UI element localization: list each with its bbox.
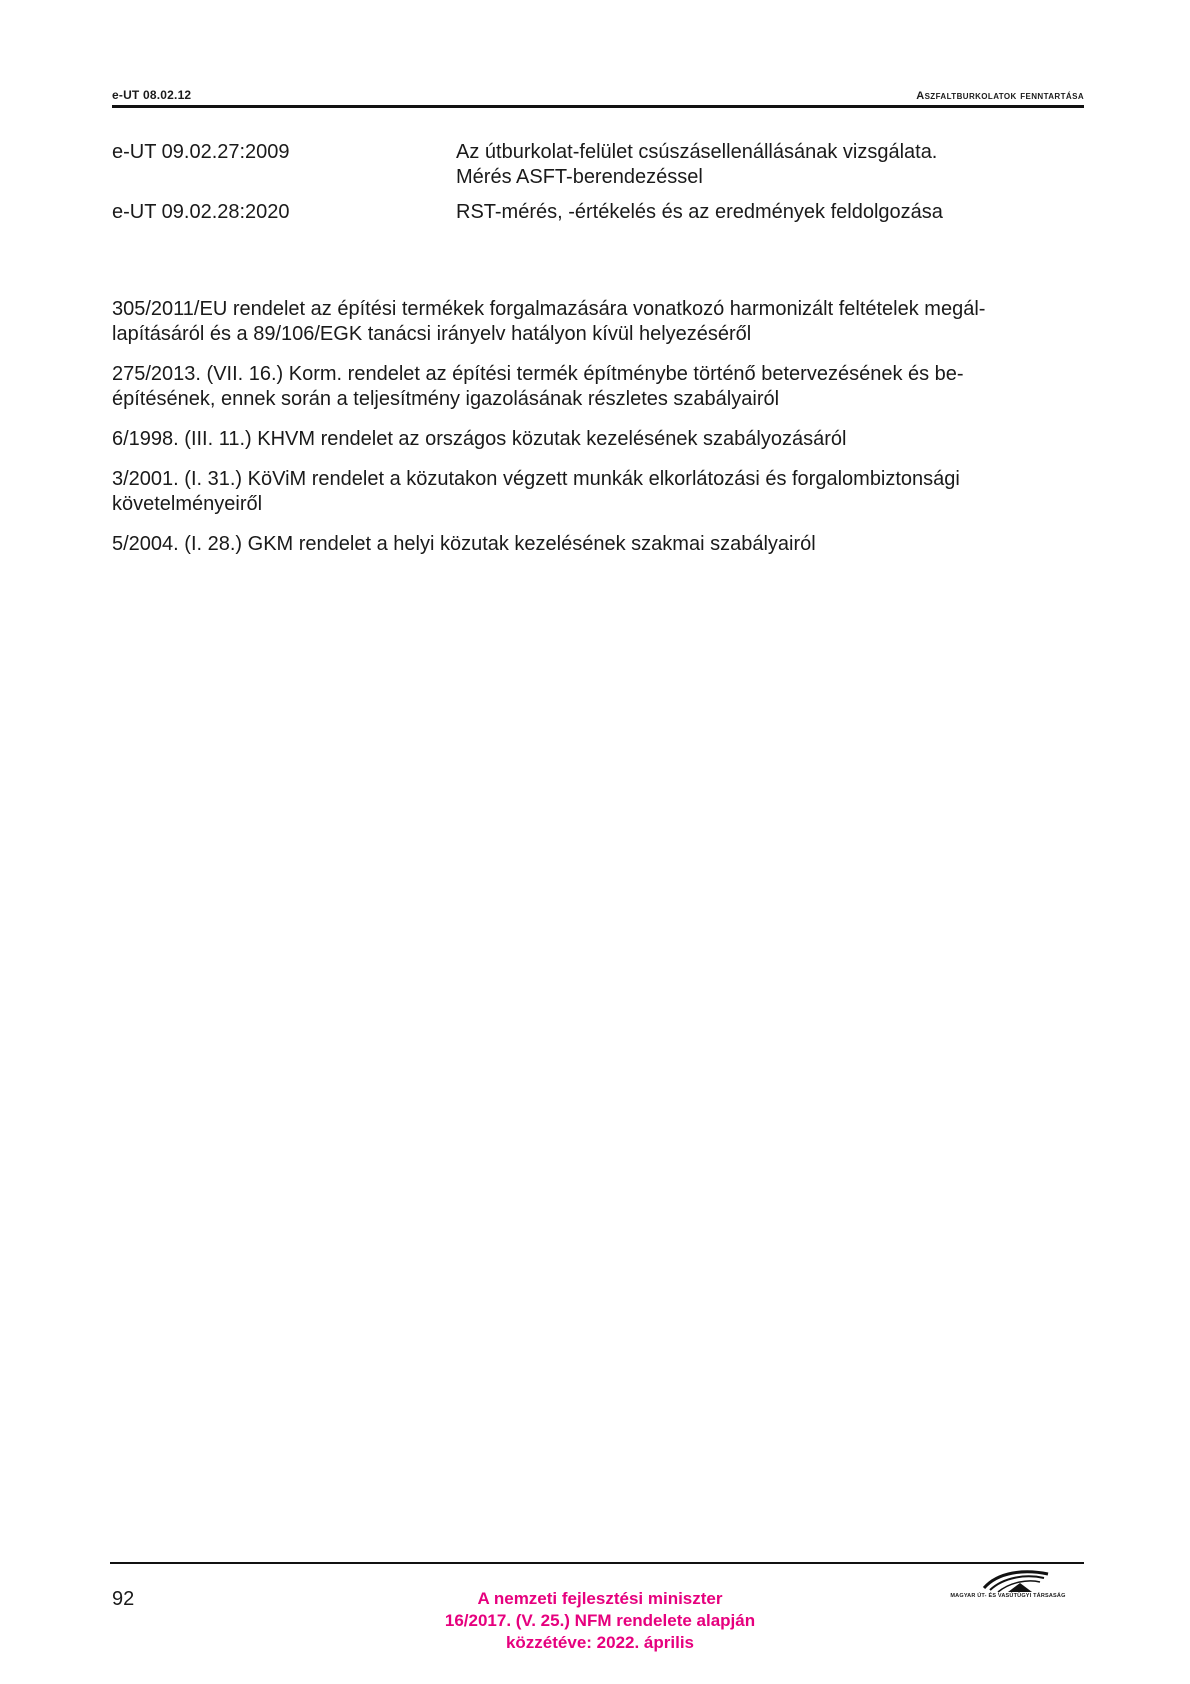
regulation-line: 6/1998. (III. 11.) KHVM rendelet az országos közutak kezelésének szabályozásáról (112, 428, 847, 450)
standard-description-line: Az útburkolat-felület csúszásellenállásának vizsgálata. (456, 141, 938, 163)
standards-list (112, 140, 1084, 235)
regulation-item (112, 427, 1084, 452)
logo-emblem-icon (932, 1566, 1084, 1594)
standard-description (456, 200, 1084, 225)
document-title: Aszfaltburkolatok fenntartása (916, 90, 1084, 102)
regulation-item (112, 297, 1084, 347)
publication-notice (380, 1588, 820, 1654)
standard-row (112, 200, 1084, 225)
regulations-list (112, 297, 1084, 572)
regulation-item (112, 362, 1084, 412)
regulation-line: 305/2011/EU rendelet az építési termékek forgalmazására vonatkozó harmonizált feltételek megál- (112, 298, 986, 320)
standard-description-line: Mérés ASFT-berendezéssel (456, 166, 703, 188)
regulation-line: követelményeiről (112, 493, 263, 515)
standard-description-line: RST-mérés, -értékelés és az eredmények feldolgozása (456, 201, 943, 223)
regulation-line: lapításáról és a 89/106/EGK tanácsi irányelv hatályon kívül helyezéséről (112, 323, 752, 345)
document-code: e-UT 08.02.12 (112, 88, 192, 102)
publication-line: 16/2017. (V. 25.) NFM rendelete alapján (444, 1611, 756, 1630)
regulation-line: 5/2004. (I. 28.) GKM rendelet a helyi közutak kezelésének szakmai szabályairól (112, 533, 816, 555)
logo-text: MAGYAR ÚT- ÉS VASÚTÜGYI TÁRSASÁG (950, 1593, 1066, 1599)
regulation-item (112, 467, 1084, 517)
regulation-item (112, 532, 1084, 557)
publication-line: A nemzeti fejlesztési miniszter (477, 1589, 723, 1608)
standard-description (456, 140, 1084, 190)
footer-divider (110, 1562, 1084, 1564)
regulation-line: 275/2013. (VII. 16.) Korm. rendelet az építési termék építménybe történő betervezésének és be- (112, 363, 964, 385)
standard-number: e-UT 09.02.28:2020 (112, 201, 290, 223)
standard-row (112, 140, 1084, 190)
page-number: 92 (112, 1588, 135, 1610)
publication-line: közzétéve: 2022. április (505, 1633, 695, 1652)
regulation-line: építésének, ennek során a teljesítmény igazolásának részletes szabályairól (112, 388, 780, 410)
standard-number: e-UT 09.02.27:2009 (112, 141, 290, 163)
regulation-line: 3/2001. (I. 31.) KöViM rendelet a közutakon végzett munkák elkorlátozási és forgalombiztonsági (112, 468, 960, 490)
organization-logo (932, 1566, 1084, 1610)
page-header (112, 84, 1084, 108)
